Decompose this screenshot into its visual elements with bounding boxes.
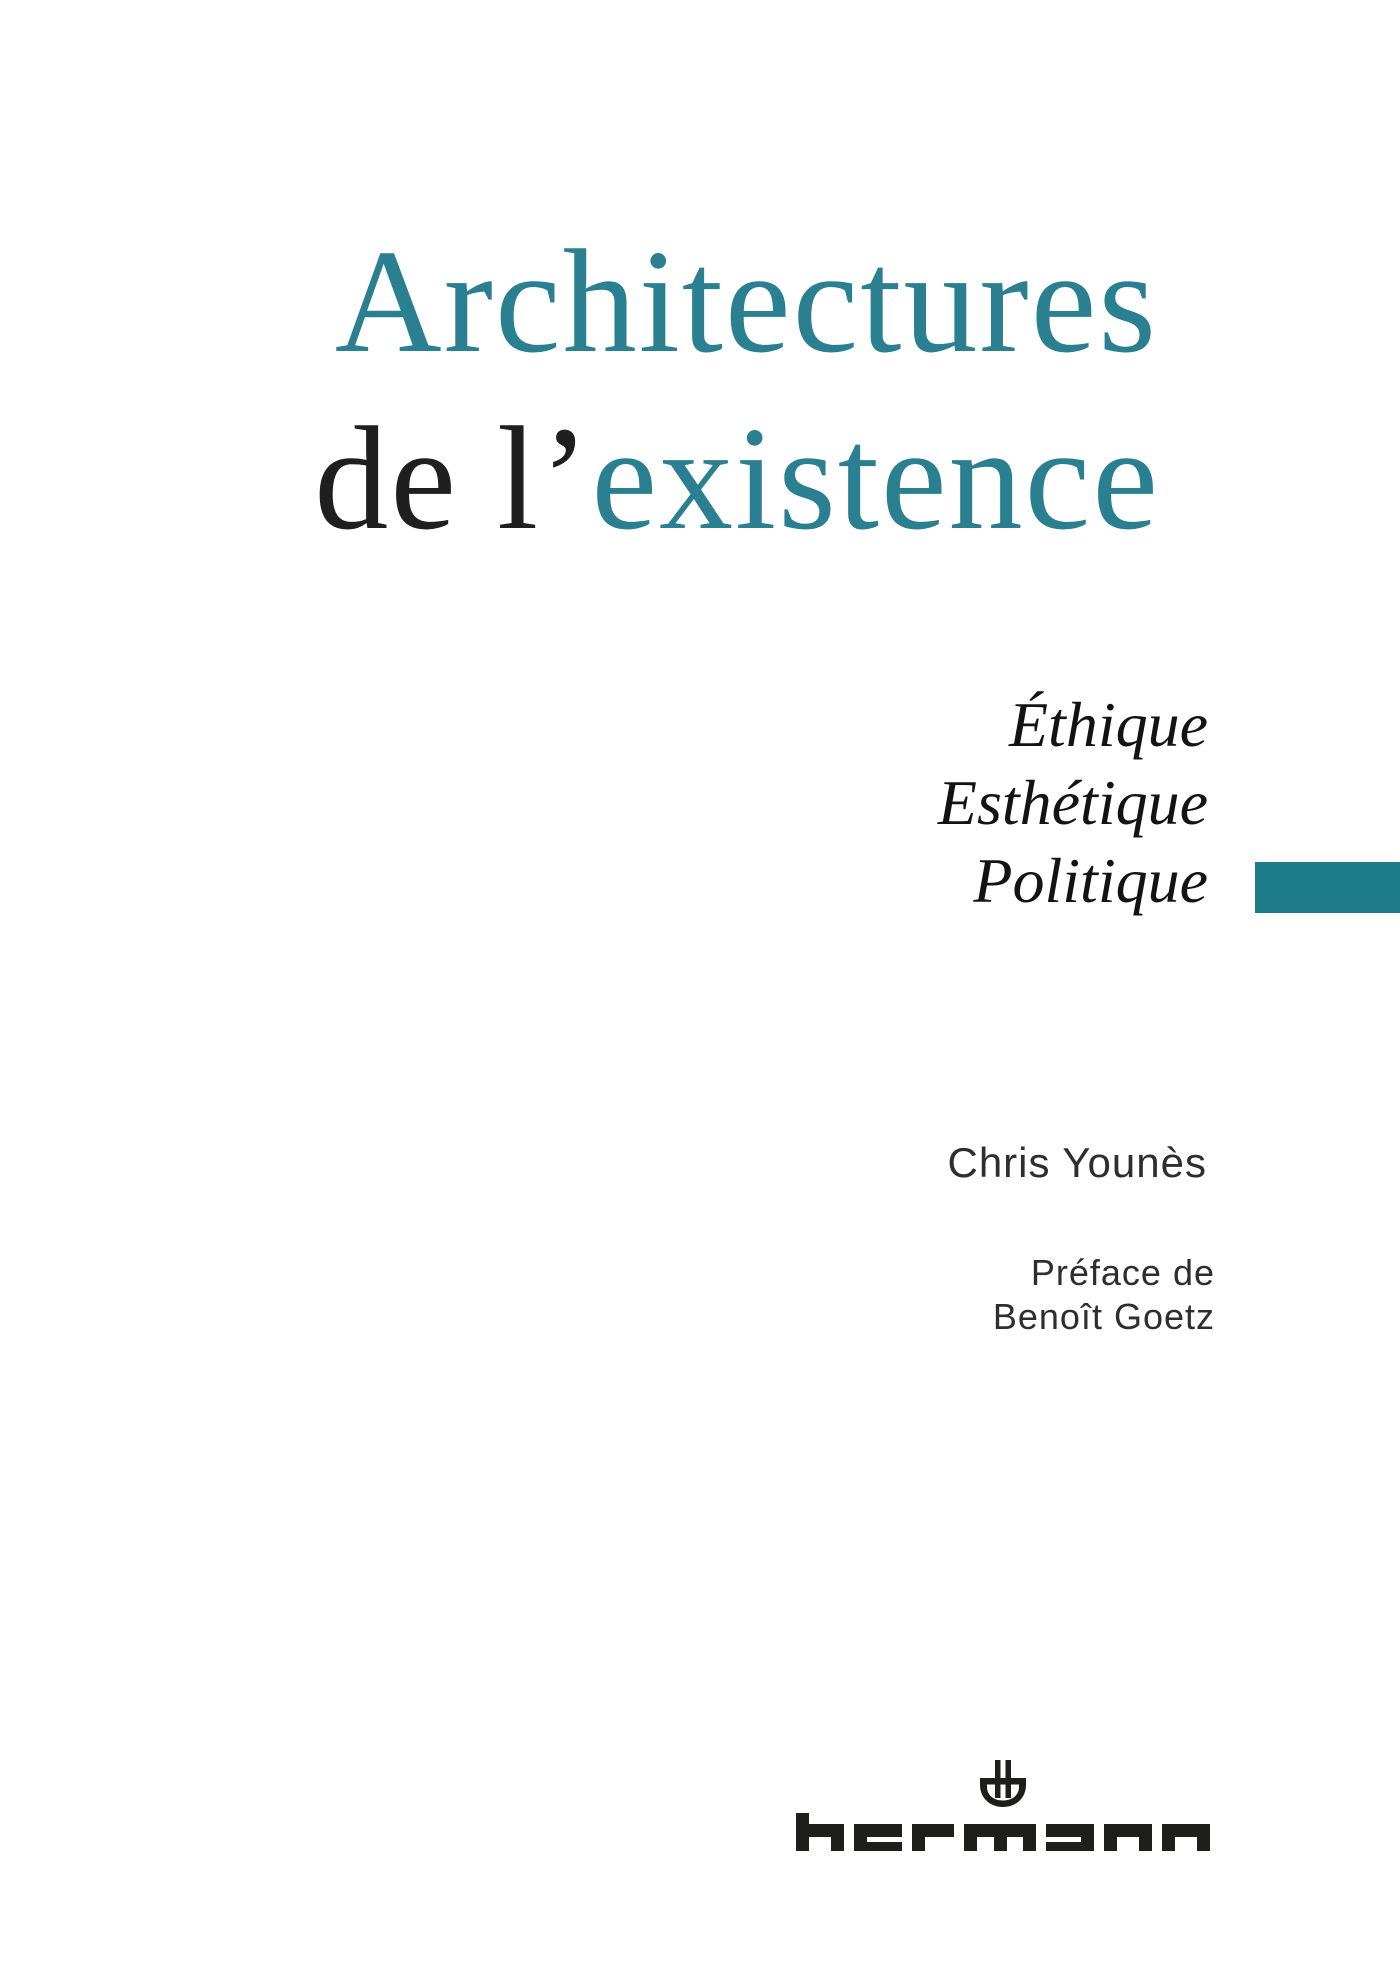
title-line-2 (314, 397, 1160, 561)
hermann-cup-icon (978, 1760, 1028, 1808)
accent-bar (1255, 862, 1400, 913)
subtitle-line-ethique: Éthique (1008, 689, 1208, 760)
title-line-1: Architectures (334, 220, 1158, 384)
hermann-wordmark (796, 1813, 1210, 1851)
preface-line-1: Préface de (1030, 1252, 1215, 1293)
author-name: Chris Younès (947, 1139, 1207, 1186)
title-line-2-accent-part: existence (591, 397, 1160, 561)
title-line-2-dark-part: de l’ (314, 397, 592, 561)
subtitle-line-esthetique: Esthétique (937, 767, 1208, 838)
subtitle (938, 686, 1208, 920)
preface-line-2: Benoît Goetz (992, 1296, 1215, 1337)
subtitle-line-politique: Politique (973, 845, 1208, 916)
preface-credit (993, 1251, 1215, 1339)
